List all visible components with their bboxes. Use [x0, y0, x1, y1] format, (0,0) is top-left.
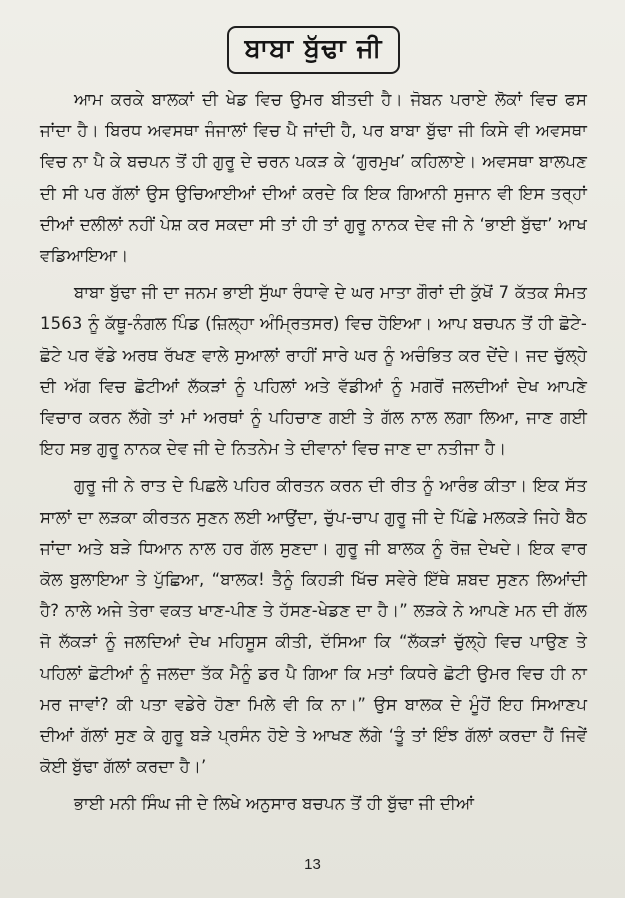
paragraph-4: ਭਾਈ ਮਨੀ ਸਿੰਘ ਜੀ ਦੇ ਲਿਖੇ ਅਨੁਸਾਰ ਬਚਪਨ ਤੋਂ ਹੀ ਬੁੱਢਾ ਜੀ ਦੀਆਂ — [74, 794, 475, 814]
chapter-title: ਬਾਬਾ ਬੁੱਢਾ ਜੀ — [227, 26, 401, 74]
page-number: 13 — [304, 856, 321, 873]
paragraph-2: ਬਾਬਾ ਬੁੱਢਾ ਜੀ ਦਾ ਜਨਮ ਭਾਈ ਸੁੱਘਾ ਰੰਧਾਵੇ ਦੇ ਘਰ ਮਾਤਾ ਗੌਰਾਂ ਦੀ ਕੁੱਖੋਂ 7 ਕੱਤਕ ਸੰਮਤ 1563 ਨੂੰ ਕੱਥੂ-ਨੰਗਲ ਪਿੰਡ (ਜ਼ਿਲ੍ਹਾ ਅੰਮ੍ਰਿਤਸਰ) ਵਿਚ ਹੋਇਆ। ਆਪ ਬਚਪਨ ਤੋਂ ਹੀ ਛੋਟੇ-ਛੋਟੇ ਪਰ ਵੱਡੇ ਅਰਥ ਰੱਖਣ ਵਾਲੇ ਸੁਆਲਾਂ ਰਾਹੀਂ ਸਾਰੇ ਘਰ ਨੂੰ ਅਚੰਭਿਤ ਕਰ ਦੇਂਦੇ। ਜਦ ਚੁੱਲ੍ਹੇ ਦੀ ਅੱਗ ਵਿਚ ਛੋਟੀਆਂ ਲੱਕੜਾਂ ਨੂੰ ਪਹਿਲਾਂ ਅਤੇ ਵੱਡੀਆਂ ਨੂੰ ਮਗਰੋਂ ਜਲਦੀਆਂ ਦੇਖ ਆਪਣੇ ਵਿਚਾਰ ਕਰਨ ਲੱਗੇ ਤਾਂ ਮਾਂ ਅਰਥਾਂ ਨੂੰ ਪਹਿਚਾਣ ਗਈ ਤੇ ਗੱਲ ਨਾਲ ਲਗਾ ਲਿਆ, ਜਾਣ ਗਈ ਇਹ ਸਭ ਗੁਰੂ ਨਾਨਕ ਦੇਵ ਜੀ ਦੇ ਨਿਤਨੇਮ ਤੇ ਦੀਵਾਨਾਂ ਵਿਚ ਜਾਣ ਦਾ ਨਤੀਜਾ ਹੈ। — [40, 283, 587, 459]
body-text — [40, 84, 587, 820]
paragraph-3: ਗੁਰੂ ਜੀ ਨੇ ਰਾਤ ਦੇ ਪਿਛਲੇ ਪਹਿਰ ਕੀਰਤਨ ਕਰਨ ਦੀ ਰੀਤ ਨੂੰ ਆਰੰਭ ਕੀਤਾ। ਇਕ ਸੱਤ ਸਾਲਾਂ ਦਾ ਲੜਕਾ ਕੀਰਤਨ ਸੁਣਨ ਲਈ ਆਉਂਦਾ, ਚੁੱਪ-ਚਾਪ ਗੁਰੂ ਜੀ ਦੇ ਪਿੱਛੇ ਮਲਕੜੇ ਜਿਹੇ ਬੈਠ ਜਾਂਦਾ ਅਤੇ ਬੜੇ ਧਿਆਨ ਨਾਲ ਹਰ ਗੱਲ ਸੁਣਦਾ। ਗੁਰੂ ਜੀ ਬਾਲਕ ਨੂੰ ਰੋਜ਼ ਦੇਖਦੇ। ਇਕ ਵਾਰ ਕੋਲ ਬੁਲਾਇਆ ਤੇ ਪੁੱਛਿਆ, “ਬਾਲਕ! ਤੈਨੂੰ ਕਿਹੜੀ ਖਿੱਚ ਸਵੇਰੇ ਇੱਥੇ ਸ਼ਬਦ ਸੁਣਨ ਲਿਆਂਦੀ ਹੈ? ਨਾਲੇ ਅਜੇ ਤੇਰਾ ਵਕਤ ਖਾਣ-ਪੀਣ ਤੇ ਹੱਸਣ-ਖੇਡਣ ਦਾ ਹੈ।” ਲੜਕੇ ਨੇ ਆਪਣੇ ਮਨ ਦੀ ਗੱਲ ਜੋ ਲੱਕੜਾਂ ਨੂੰ ਜਲਦਿਆਂ ਦੇਖ ਮਹਿਸੂਸ ਕੀਤੀ, ਦੱਸਿਆ ਕਿ “ਲੱਕੜਾਂ ਚੁੱਲ੍ਹੇ ਵਿਚ ਪਾਉਣ ਤੇ ਪਹਿਲਾਂ ਛੋਟੀਆਂ ਨੂੰ ਜਲਦਾ ਤੱਕ ਮੈਨੂੰ ਡਰ ਪੈ ਗਿਆ ਕਿ ਮਤਾਂ ਕਿਧਰੇ ਛੋਟੀ ਉਮਰ ਵਿਚ ਹੀ ਨਾ ਮਰ ਜਾਵਾਂ? ਕੀ ਪਤਾ ਵਡੇਰੇ ਹੋਣਾ ਮਿਲੇ ਵੀ ਕਿ ਨਾ।” ਉਸ ਬਾਲਕ ਦੇ ਮੂੰਹੋਂ ਇਹ ਸਿਆਣਪ ਦੀਆਂ ਗੱਲਾਂ ਸੁਣ ਕੇ ਗੁਰੂ ਬੜੇ ਪ੍ਰਸੰਨ ਹੋਏ ਤੇ ਆਖਣ ਲੱਗੇ ‘ਤੂੰ ਤਾਂ ਇੰਝ ਗੱਲਾਂ ਕਰਦਾ ਹੈਂ ਜਿਵੇਂ ਕੋਈ ਬੁੱਢਾ ਗੱਲਾਂ ਕਰਦਾ ਹੈ।’ — [40, 476, 587, 777]
title-wrap — [40, 26, 587, 74]
paragraph-1: ਆਮ ਕਰਕੇ ਬਾਲਕਾਂ ਦੀ ਖੇਡ ਵਿਚ ਉਮਰ ਬੀਤਦੀ ਹੈ। ਜੋਬਨ ਪਰਾਏ ਲੋਕਾਂ ਵਿਚ ਫਸ ਜਾਂਦਾ ਹੈ। ਬਿਰਧ ਅਵਸਥਾ ਜੰਜਾਲਾਂ ਵਿਚ ਪੈ ਜਾਂਦੀ ਹੈ, ਪਰ ਬਾਬਾ ਬੁੱਢਾ ਜੀ ਕਿਸੇ ਵੀ ਅਵਸਥਾ ਵਿਚ ਨਾ ਪੈ ਕੇ ਬਚਪਨ ਤੋਂ ਹੀ ਗੁਰੂ ਦੇ ਚਰਨ ਪਕੜ ਕੇ ‘ਗੁਰਮੁਖ’ ਕਹਿਲਾਏ। ਅਵਸਥਾ ਬਾਲਪਣ ਦੀ ਸੀ ਪਰ ਗੱਲਾਂ ਉਸ ਉਚਿਆਈਆਂ ਦੀਆਂ ਕਰਦੇ ਕਿ ਇਕ ਗਿਆਨੀ ਸੁਜਾਨ ਵੀ ਇਸ ਤਰ੍ਹਾਂ ਦੀਆਂ ਦਲੀਲਾਂ ਨਹੀਂ ਪੇਸ਼ ਕਰ ਸਕਦਾ ਸੀ ਤਾਂ ਹੀ ਤਾਂ ਗੁਰੂ ਨਾਨਕ ਦੇਵ ਜੀ ਨੇ ‘ਭਾਈ ਬੁੱਢਾ’ ਆਖ ਵਡਿਆਇਆ। — [40, 90, 587, 266]
